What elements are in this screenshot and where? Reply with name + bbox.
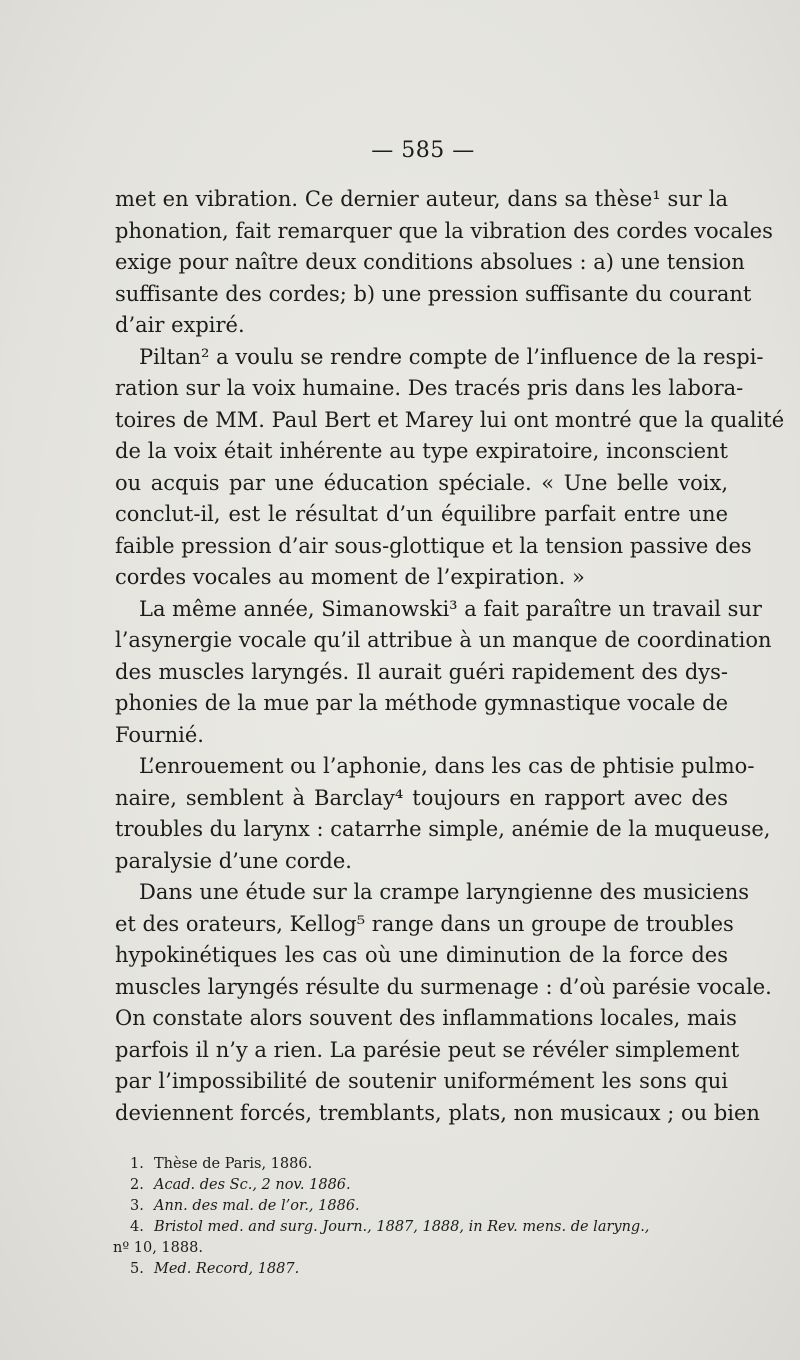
page-number: — 585 — bbox=[371, 138, 475, 163]
text-line: hypokinétiques les cas où une diminution de la force des bbox=[115, 943, 728, 967]
text-line: met en vibration. Ce dernier auteur, dans sa thèse¹ sur la bbox=[115, 187, 728, 211]
text-line: Piltan² a voulu se rendre compte de l’influence de la respi- bbox=[139, 344, 764, 369]
text-line: phonies de la mue par la méthode gymnastique vocale de bbox=[115, 691, 728, 715]
text-line: naire, semblent à Barclay⁴ toujours en rapport avec des bbox=[115, 785, 728, 810]
footnote-5: 5. Med. Record, 1887. bbox=[130, 1261, 300, 1277]
footnote-1: 1. Thèse de Paris, 1886. bbox=[130, 1156, 313, 1172]
text-line: ration sur la voix humaine. Des tracés pris dans les labora- bbox=[115, 376, 744, 400]
text-line: des muscles laryngés. Il aurait guéri rapidement des dys- bbox=[115, 659, 728, 684]
text-line: Fournié. bbox=[115, 722, 204, 747]
text-line: et des orateurs, Kellog⁵ range dans un groupe de troubles bbox=[115, 911, 734, 936]
text-line: faible pression d’air sous-glottique et la tension passive des bbox=[115, 533, 752, 558]
text-line: exige pour naître deux conditions absolues : a) une tension bbox=[115, 250, 745, 274]
text-line: conclut-il, est le résultat d’un équilibre parfait entre une bbox=[115, 502, 728, 526]
text-line: ou acquis par une éducation spéciale. « Une belle voix, bbox=[115, 470, 728, 495]
footnote-2: 2. Acad. des Sc., 2 nov. 1886. bbox=[130, 1177, 351, 1193]
text-line: muscles laryngés résulte du surmenage : d’où parésie vocale. bbox=[115, 974, 772, 999]
footnote-3: 3. Ann. des mal. de l’or., 1886. bbox=[130, 1198, 360, 1214]
footnotes bbox=[113, 1154, 730, 1280]
text-line: cordes vocales au moment de l’expiration. » bbox=[115, 565, 585, 589]
text-line: d’air expiré. bbox=[115, 313, 245, 337]
body-text bbox=[115, 184, 785, 1129]
text-line: l’asynergie vocale qu’il attribue à un manque de coordination bbox=[115, 628, 772, 652]
text-line: de la voix était inhérente au type expiratoire, inconscient bbox=[115, 439, 728, 463]
footnote-4: 4. Bristol med. and surg. Journ., 1887, 1888, in Rev. mens. de laryng., bbox=[130, 1219, 650, 1235]
text-line: La même année, Simanowski³ a fait paraître un travail sur bbox=[139, 596, 762, 621]
text-line: parfois il n’y a rien. La parésie peut se révéler simplement bbox=[115, 1037, 740, 1062]
text-line: troubles du larynx : catarrhe simple, anémie de la muqueuse, bbox=[115, 817, 771, 841]
text-line: suffisante des cordes; b) une pression suffisante du courant bbox=[115, 281, 752, 306]
text-line: toires de MM. Paul Bert et Marey lui ont montré que la qualité bbox=[115, 407, 785, 432]
text-line: On constate alors souvent des inflammations locales, mais bbox=[115, 1006, 737, 1030]
text-line: L’enrouement ou l’aphonie, dans les cas de phtisie pulmo- bbox=[139, 754, 755, 778]
text-line: phonation, fait remarquer que la vibration des cordes vocales bbox=[115, 218, 773, 243]
text-line: paralysie d’une corde. bbox=[115, 848, 352, 873]
text-line: par l’impossibilité de soutenir uniformément les sons qui bbox=[115, 1069, 728, 1093]
text-line: Dans une étude sur la crampe laryngienne des musiciens bbox=[139, 880, 749, 904]
footnote-4-continued: nº 10, 1888. bbox=[113, 1240, 203, 1256]
text-line: deviennent forcés, tremblants, plats, non musicaux ; ou bien bbox=[115, 1100, 760, 1125]
